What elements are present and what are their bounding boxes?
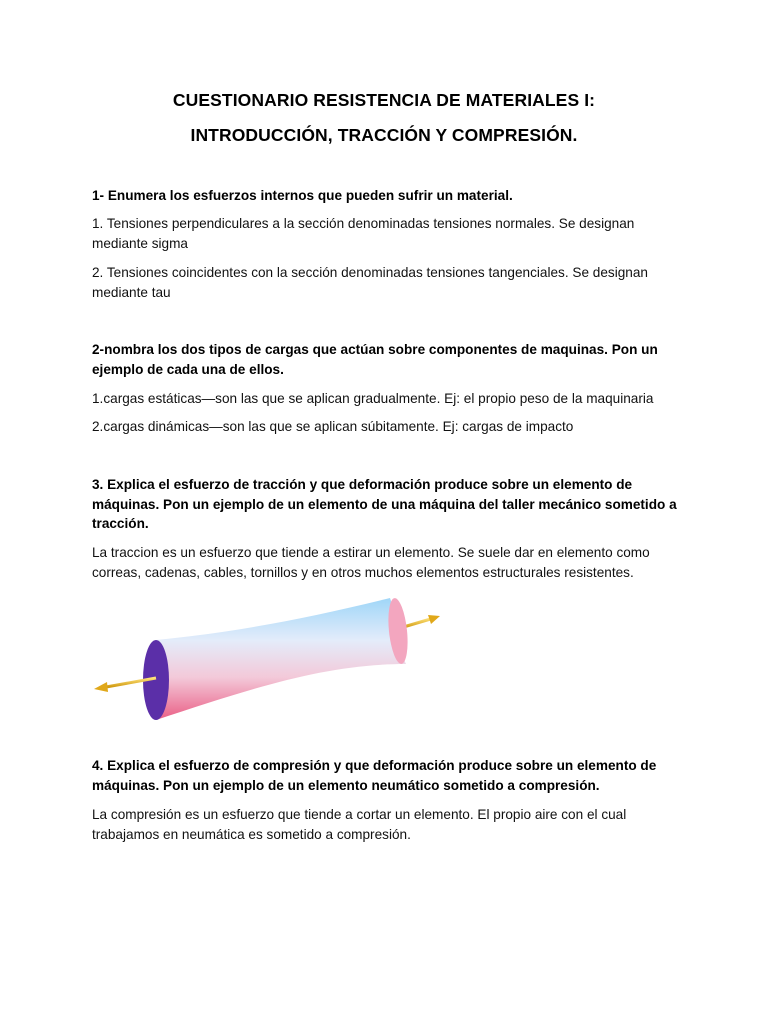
question-1: 1- Enumera los esfuerzos internos que pueden sufrir un material. [92,188,513,203]
document-title: CUESTIONARIO RESISTENCIA DE MATERIALES I: [172,90,596,110]
answer-1-1: 1. Tensiones perpendiculares a la sección denominadas tensiones normales. Se designan mediante sigma [92,216,635,251]
tension-specimen-illustration [88,590,448,730]
specimen-body [156,598,406,720]
stretched-bar-graphic [88,590,448,730]
answer-4-1: La compresión es un esfuerzo que tiende a cortar un elemento. El propio aire con el cual trabajamos en neumática es sometido a compresión. [92,807,627,842]
document-subtitle: INTRODUCCIÓN, TRACCIÓN Y COMPRESIÓN. [190,125,578,145]
answer-1-2: 2. Tensiones coincidentes con la sección denominadas tensiones tangenciales. Se designan mediante tau [92,265,648,300]
question-2: 2-nombra los dos tipos de cargas que actúan sobre componentes de maquinas. Pon un ejemplo de cada una de ellos. [92,342,658,377]
answer-2-1: 1.cargas estáticas—son las que se aplican gradualmente. Ej: el propio peso de la maquinaria [92,391,654,406]
answer-2-2: 2.cargas dinámicas—son las que se aplican súbitamente. Ej: cargas de impacto [92,419,574,434]
question-3: 3. Explica el esfuerzo de tracción y que deformación produce sobre un elemento de máquinas. Pon un ejemplo de un elemento de una máquina del taller mecánico sometido a tracción. [92,477,677,531]
answer-3-1: La traccion es un esfuerzo que tiende a estirar un elemento. Se suele dar en elemento como correas, cadenas, cables, tornillos y en otros muchos elementos estructurales resistentes. [92,545,650,580]
question-4: 4. Explica el esfuerzo de compresión y que deformación produce sobre un elemento de máquinas. Pon un ejemplo de un elemento neumático sometido a compresión. [92,758,657,793]
